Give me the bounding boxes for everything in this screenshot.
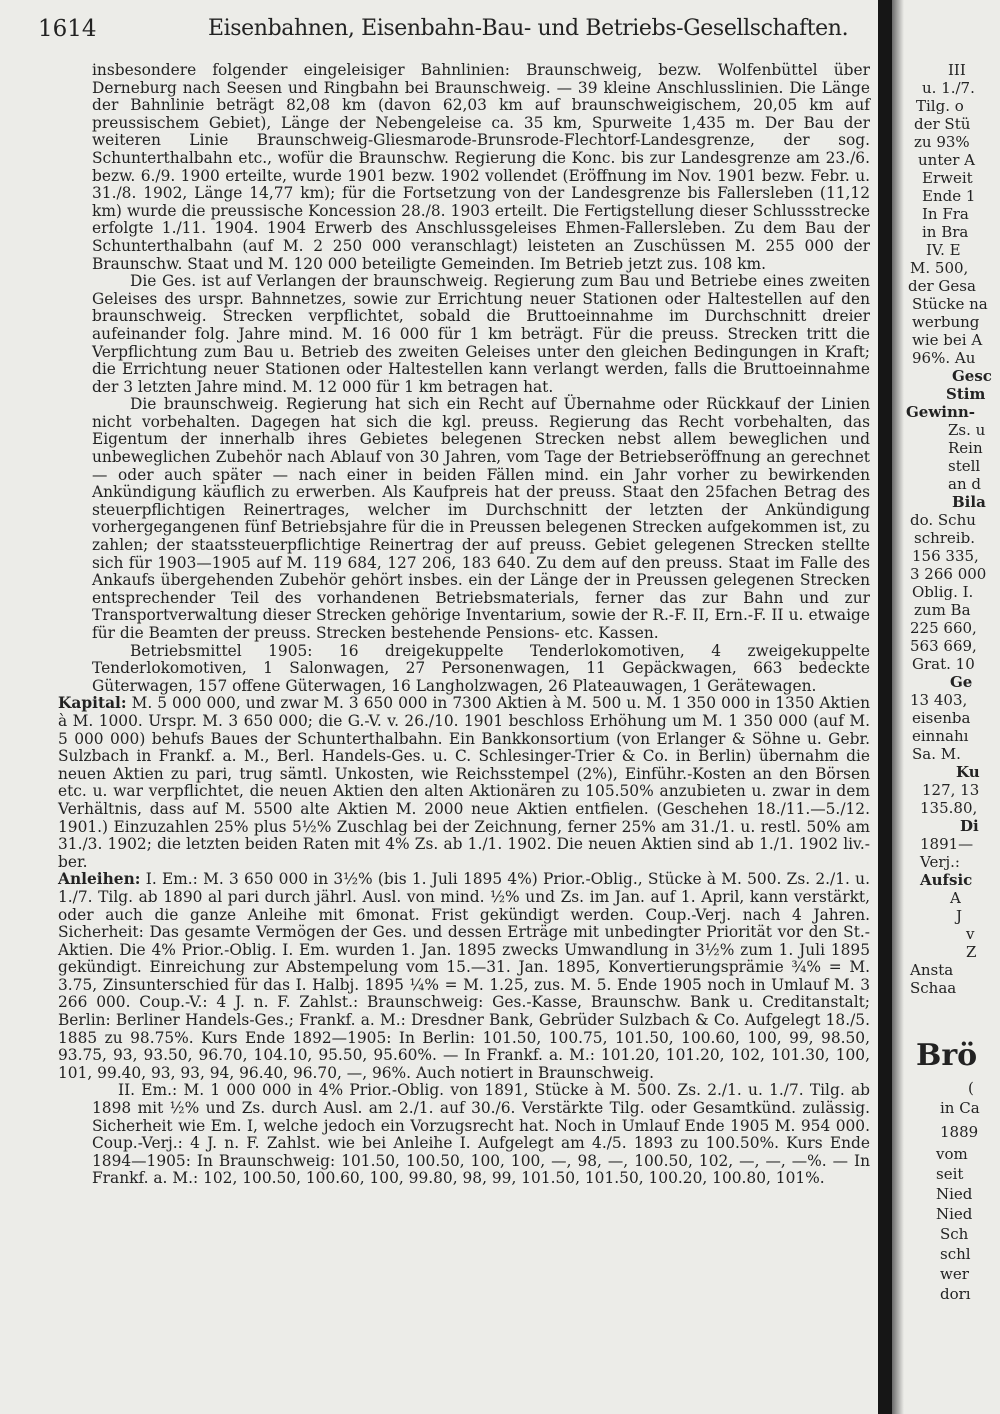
facing-page-text-fragment: Erweit [922, 169, 973, 187]
facing-page-text-fragment: wie bei A [912, 331, 983, 349]
paragraph-route-description: insbesondere folgender eingeleisiger Bahnlinien: Braunschweig, bezw. Wolfenbüttel über Derneburg nach Seesen und Ringbahn bei Braunschweig. — 39 kleine Anschlusslinien. Die Länge der Bahnlinie beträgt 82,08 km (davon 62,03 km auf braunschweigischem, 20,05 km auf preussischem Gebiet), Länge der Nebengeleise ca. 35 km, Spurweite 1,435 m. Der Bau der weiteren Linie Braunschweig-Gliesmarode-Brunsrode-Flechtorf-Landesgrenze, der sog. Schunterthalbahn etc., wofür die Braunschw. Regierung die Konc. bis zur Landesgrenze am 23./6. bezw. 6./9. 1900 erteilte, wurde 1901 bezw. 1902 vollendet (Eröffnung im Nov. 1901 bezw. Febr. u. 31./8. 1902, Länge 14,77 km); für die Fortsetzung von der Landesgrenze bis Fallersleben (11,12 km) wurde die preussische Koncession 28./8. 1903 erteilt. Die Fertigstellung dieser Schlussstrecke erfolgte 1./11. 1904. 1904 Erwerb des Anschlussgeleises Ehmen-Fallersleben. Zu dem Bau der Schunterthalbahn (auf M. 2 250 000 veranschlagt) leisteten an Zuschüssen M. 255 000 der Braunschw. Staat und M. 120 000 beteiligte Gemeinden. Im Betrieb jetzt zus. 108 km. [92, 61, 870, 273]
facing-page-text-fragment: 96%. Au [912, 349, 976, 367]
facing-page-fragment [906, 0, 1000, 1414]
anleihen-text: I. Em.: M. 3 650 000 in 3½% (bis 1. Juli 1895 4%) Prior.-Oblig., Stücke à M. 500. Zs. 2./1. u. 1./7. Tilg. ab 1890 al pari durch jährl. Ausl. von mind. ½% und Zs. im Jan. auf 1. April, kann verstärkt, oder auch die ganze Anleihe mit 6monat. Frist gekündigt werden. Coup.-Verj. nach 4 Jahren. Sicherheit: Das gesamte Vermögen der Ges. und dessen Erträge mit unbedingter Priorität vor den St.-Aktien. Die 4% Prior.-Oblig. I. Em. wurden 1. Jan. 1895 zwecks Umwandlung in 3½% zum 1. Juli 1895 gekündigt. Einreichung zur Abstempelung vom 15.—31. Jan. 1895, Konvertierungsprämie ¾% = M. 3.75, Zinsunterschied für das I. Halbj. 1895 ¼% = M. 1.25, zus. M. 5. Ende 1905 noch in Umlauf M. 3 266 000. Coup.-V.: 4 J. n. F. Zahlst.: Braunschweig: Ges.-Kasse, Braunschw. Bank u. Creditanstalt; Berlin: Berliner Handels-Ges.; Frankf. a. M.: Dresdner Bank, Gebrüder Sulzbach & Co. Aufgelegt 18./5. 1885 zu 98.75%. Kurs Ende 1892—1905: In Berlin: 101.50, 100.75, 101.50, 100.60, 100, 99, 98.50, 93.75, 93, 93.50, 96.70, 104.10, 95.50, 95.60%. — In Frankf. a. M.: 101.20, 101.20, 102, 101.30, 100, 101, 99.40, 93, 93, 94, 96.40, 96.70, —, 96%. Auch notiert in Braunschweig. [58, 870, 870, 1082]
facing-page-text-fragment: Stim [946, 385, 986, 403]
facing-page-text-fragment: III [948, 61, 966, 79]
facing-page-text-fragment: Nied [936, 1205, 973, 1223]
facing-page-text-fragment: u. 1./7. [922, 79, 975, 97]
facing-page-text-fragment: an d [948, 475, 981, 493]
facing-page-text-fragment: der Gesa [908, 277, 976, 295]
facing-page-text-fragment: Nied [936, 1185, 973, 1203]
facing-page-text-fragment: Schaa [910, 979, 957, 997]
facing-page-text-fragment: Gewinn- [906, 403, 976, 421]
facing-page-text-fragment: Verj.: [920, 853, 960, 871]
facing-page-text-fragment: zu 93% [914, 133, 970, 151]
facing-page-text-fragment: Ku [956, 763, 980, 781]
paragraph-second-emission: II. Em.: M. 1 000 000 in 4% Prior.-Oblig. von 1891, Stücke à M. 500. Zs. 2./1. u. 1./7. Tilg. ab 1898 mit ½% und Zs. durch Ausl. am 2./1. auf 30./6. Verstärkte Tilg. oder Gesamtkünd. zulässig. Sicherheit wie Em. I, welche jedoch ein Vorzugsrecht hat. Noch in Umlauf Ende 1905 M. 954 000. Coup.-Verj.: 4 J. n. F. Zahlst. wie bei Anleihe I. Aufgelegt am 4./5. 1893 zu 100.50%. Kurs Ende 1894—1905: In Braunschweig: 101.50, 100.50, 100, 100, —, 98, —, 100.50, 102, —, —, —%. — In Frankf. a. M.: 102, 100.50, 100.60, 100, 99.80, 98, 99, 101.50, 101.50, 100.20, 100.80, 101%. [92, 1081, 870, 1188]
facing-page-text-fragment: vom [936, 1145, 968, 1163]
facing-page-text-fragment: Z [966, 943, 977, 961]
binding-gutter [878, 0, 892, 1414]
facing-page-text-fragment: Zs. u [948, 421, 986, 439]
page-header [38, 14, 878, 48]
facing-page-text-fragment: unter A [918, 151, 975, 169]
facing-page-text-fragment: Stücke na [912, 295, 988, 313]
facing-page-text-fragment: Gesc [952, 367, 992, 385]
facing-page-text-fragment: 13 403, [910, 691, 968, 709]
facing-page-text-fragment: 225 660, [910, 619, 977, 637]
facing-page-text-fragment: A [950, 889, 961, 907]
facing-page-text-fragment: schl [940, 1245, 971, 1263]
facing-page-text-fragment: seit [936, 1165, 964, 1183]
facing-page-text-fragment: Di [960, 817, 979, 835]
facing-page-text-fragment: M. 500, [910, 259, 969, 277]
facing-page-text-fragment: 127, 13 [922, 781, 980, 799]
facing-page-text-fragment: 3 266 000 [910, 565, 987, 583]
facing-page-text-fragment: IV. E [926, 241, 961, 259]
anleihen-label: Anleihen: [58, 870, 141, 889]
paragraph-second-track-obligation: Die Ges. ist auf Verlangen der braunschweig. Regierung zum Bau und Betriebe eines zweiten Geleises des urspr. Bahnnetzes, sowie zur Errichtung neuer Stationen oder Haltestellen auf den braunschweig. Strecken verpflichtet, sobald die Bruttoeinnahme im Durchschnitt dreier aufeinander folg. Jahre mind. M. 16 000 für 1 km beträgt. Für die preuss. Strecken tritt die Verpflichtung zum Bau u. Betrieb des zweiten Geleises unter den gleichen Bedingungen in Kraft; die Errichtung neuer Stationen oder Haltestellen kann verlangt werden, falls die Bruttoeinnahme der 3 letzten Jahre mind. M. 12 000 für 1 km betragen hat. [92, 272, 870, 396]
facing-page-text-fragment: Ansta [910, 961, 954, 979]
gutter-shadow [892, 0, 904, 1414]
facing-page-text-fragment: Aufsic [920, 871, 973, 889]
page-number: 1614 [38, 16, 97, 42]
section-anleihen [58, 871, 870, 1082]
facing-page-text-fragment: Ge [950, 673, 973, 691]
facing-page-text-fragment: 156 335, [912, 547, 979, 565]
facing-page-text-fragment: 135.80, [920, 799, 978, 817]
facing-page-text-fragment: wer [940, 1265, 969, 1283]
facing-page-text-fragment: 1889 [940, 1123, 979, 1141]
section-kapital [58, 695, 870, 871]
facing-page-text-fragment: einnahı [912, 727, 969, 745]
facing-page-text-fragment: schreib. [914, 529, 975, 547]
facing-page-text-fragment: in Bra [922, 223, 969, 241]
paragraph-rolling-stock: Betriebsmittel 1905: 16 dreigekuppelte Tenderlokomotiven, 4 zweigekuppelte Tenderlokomotiven, 1 Salonwagen, 27 Personenwagen, 11 Gepäckwagen, 663 bedeckte Güterwagen, 157 offene Güterwagen, 16 Langholzwagen, 26 Plateauwagen, 1 Gerätewagen. [92, 641, 870, 695]
facing-page-text-fragment: ( [968, 1079, 974, 1097]
facing-page-text-fragment: zum Ba [914, 601, 971, 619]
facing-page-text-fragment: Oblig. I. [912, 583, 974, 601]
facing-page-text-fragment: in Ca [940, 1099, 980, 1117]
facing-page-text-fragment: Ende 1 [922, 187, 976, 205]
facing-page-text-fragment: v [966, 925, 975, 943]
running-title: Eisenbahnen, Eisenbahn-Bau- und Betriebs-Gesellschaften. [208, 16, 849, 41]
paragraph-purchase-rights: Die braunschweig. Regierung hat sich ein Recht auf Übernahme oder Rückkauf der Linien nicht vorbehalten. Dagegen hat sich die kgl. preuss. Regierung das Recht vorbehalten, das Eigentum der innerhalb ihres Gebietes belegenen Strecken nebst allem beweglichen und unbeweglichen Zubehör nach Ablauf von 30 Jahren, vom Tage der Betriebseröffnung an gerechnet — oder auch später — nach einer in beiden Fällen mind. ein Jahr vorher zu bewirkenden Ankündigung käuflich zu erwerben. Als Kaufpreis hat der preuss. Staat den 25fachen Betrag des steuerpflichtigen Reinertrages, welcher im Durchschnitt der letzten der Ankündigung vorhergegangenen fünf Betriebsjahre für die in Preussen belegenen Strecken aufgekommen ist, zu zahlen; der staatssteuerpflichtige Reinertrag der auf preuss. Gebiet gelegenen Strecken stellte sich für 1903—1905 auf M. 119 684, 127 206, 183 640. Zu dem auf den preuss. Staat im Falle des Ankaufs übergehenden Zubehör gehört insbes. ein der Länge der in Preussen gelegenen Strecken entsprechender Teil des vorhandenen Betriebsmaterials, ferner das zur Bahn und zur Transportverwaltung dieser Strecken gehörige Inventarium, sowie der R.-F. II, Ern.-F. II u. etwaige für die Beamten der preuss. Strecken bestehende Pensions- etc. Kassen. [92, 395, 870, 642]
facing-page-text-fragment: der Stü [914, 115, 971, 133]
facing-page-text-fragment: In Fra [922, 205, 969, 223]
facing-page-text-fragment: J [956, 907, 963, 925]
facing-page-text-fragment: do. Schu [910, 511, 976, 529]
facing-page-text-fragment: Sa. M. [912, 745, 961, 763]
facing-page-text-fragment: dorı [940, 1285, 971, 1303]
facing-page-text-fragment: Brö [916, 1038, 978, 1073]
facing-page-text-fragment: Bila [952, 493, 986, 511]
kapital-label: Kapital: [58, 694, 127, 713]
facing-page-text-fragment: 1891— [920, 835, 974, 853]
facing-page-text-fragment: Tilg. o [916, 97, 964, 115]
facing-page-text-fragment: 563 669, [910, 637, 977, 655]
facing-page-text-fragment: eisenba [912, 709, 971, 727]
facing-page-text-fragment: Sch [940, 1225, 969, 1243]
facing-page-text-fragment: Grat. 10 [912, 655, 975, 673]
facing-page-text-fragment: stell [948, 457, 981, 475]
facing-page-text-fragment: werbung [912, 313, 980, 331]
kapital-text: M. 5 000 000, und zwar M. 3 650 000 in 7300 Aktien à M. 500 u. M. 1 350 000 in 1350 Aktien à M. 1000. Urspr. M. 3 650 000; die G.-V. v. 26./10. 1901 beschloss Erhöhung um M. 1 350 000 (auf M. 5 000 000) behufs Baues der Schunterthalbahn. Ein Bankkonsortium (von Erlanger & Söhne u. Gebr. Sulzbach in Frankf. a. M., Berl. Handels-Ges. u. C. Schlesinger-Trier & Co. in Berlin) übernahm die neuen Aktien zu pari, trug sämtl. Unkosten, wie Reichsstempel (2%), Einführ.-Kosten an den Börsen etc. u. war verpflichtet, die neuen Aktien den alten Aktionären zu 105.50% anzubieten u. zwar in dem Verhältnis, dass auf M. 5500 alte Aktien M. 2000 neue Aktien entfielen. (Geschehen 18./11.—5./12. 1901.) Einzuzahlen 25% plus 5½% Zuschlag bei der Zeichnung, ferner 25% am 31./1. u. restl. 50% am 31./3. 1902; die letzten beiden Raten mit 4% Zs. ab 1./1. 1902. Die neuen Aktien sind ab 1./1. 1902 liv.-ber. [58, 694, 870, 871]
facing-page-text-fragment: Rein [948, 439, 983, 457]
main-column [58, 61, 870, 1188]
